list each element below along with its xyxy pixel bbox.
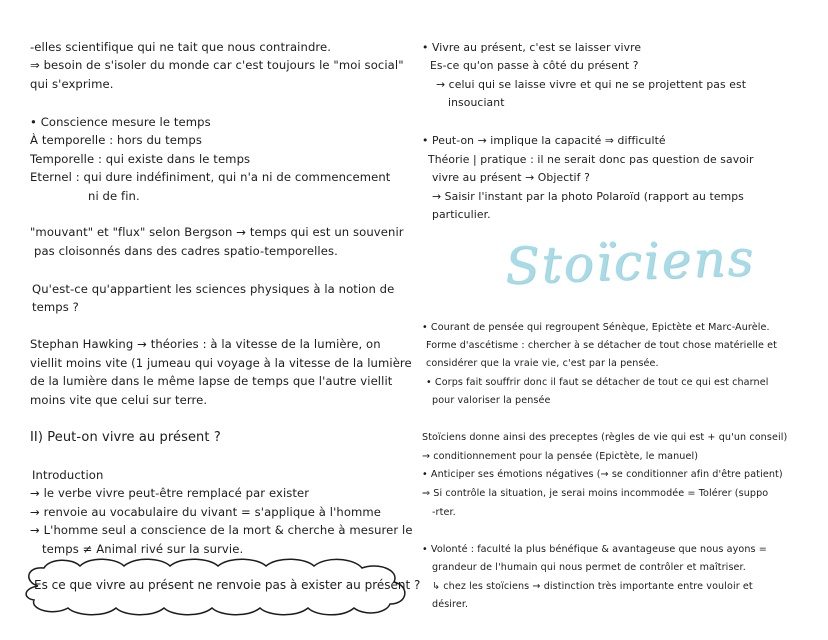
note-line: • Vivre au présent, c'est se laisser vivre (422, 41, 642, 54)
note-line: "mouvant" et "flux" selon Bergson → temps qui est un souvenir (30, 225, 404, 239)
note-line: → conditionnement pour la pensée (Epictète, le manuel) (422, 451, 699, 462)
note-line: pour valoriser la pensée (432, 395, 551, 406)
note-line: • Courant de pensée qui regroupent Sénèque, Epictète et Marc-Aurèle. (422, 322, 770, 333)
note-line: Eternel : qui dure indéfiniment, qui n'a ni de commencement (30, 170, 391, 184)
note-line: temps ≠ Animal rivé sur la survie. (42, 542, 244, 556)
note-line: Es-ce qu'on passe à côté du présent ? (430, 59, 639, 72)
note-line: temps ? (32, 300, 79, 314)
note-line: désirer. (432, 599, 469, 610)
note-line: À temporelle : hors du temps (30, 133, 203, 147)
note-line: • Anticiper ses émotions négatives (→ se conditionner afin d'être patient) (422, 469, 783, 480)
note-line: moins vite que celui sur terre. (30, 393, 208, 407)
note-line: Forme d'ascétisme : chercher à se détacher de tout chose matérielle et (426, 340, 777, 351)
note-line: → le verbe vivre peut-être remplacé par exister (30, 486, 310, 500)
note-line: → Saisir l'instant par la photo Polaroïd (rapport au temps (432, 190, 744, 203)
note-line: Temporelle : qui existe dans le temps (30, 152, 251, 166)
note-line: grandeur de l'humain qui nous permet de contrôler et maîtriser. (432, 562, 746, 573)
note-line: • Corps fait souffrir donc il faut se détacher de tout ce qui est charnel (426, 377, 769, 388)
section-title: II) Peut-on vivre au présent ? (30, 430, 221, 445)
note-line: Qu'est-ce qu'appartient les sciences physiques à la notion de (32, 282, 395, 296)
note-line: Introduction (32, 468, 104, 482)
note-line: qui s'exprime. (30, 77, 114, 91)
note-line: -rter. (432, 507, 456, 518)
note-line: particulier. (432, 208, 491, 221)
note-line: pas cloisonnés dans des cadres spatio-temporelles. (34, 244, 338, 258)
note-line: de la lumière dans le même lapse de temps que l'autre viellit (30, 374, 393, 388)
note-line: ⇒ besoin de s'isoler du monde car c'est toujours le "moi social" (30, 58, 404, 72)
note-line: viellit moins vite (1 jumeau qui voyage à la vitesse de la lumière (30, 356, 412, 370)
cloud-question: Es ce que vivre au présent ne renvoie pas à exister au présent ? (34, 578, 421, 592)
note-line: -elles scientifique qui ne tait que nous contraindre. (30, 40, 332, 54)
note-line: ni de fin. (88, 189, 140, 203)
note-line: • Peut-on → implique la capacité ⇒ difficulté (422, 134, 666, 147)
note-line: • Volonté : faculté la plus bénéfique & avantageuse que nous ayons = (422, 544, 767, 555)
note-line: vivre au présent → Objectif ? (432, 171, 590, 184)
note-line: Stoïciens donne ainsi des preceptes (règles de vie qui est + qu'un conseil) (422, 432, 788, 443)
note-line: ⇒ Si contrôle la situation, je serai moins incommodée = Tolérer (suppo (422, 488, 769, 499)
note-line: insouciant (448, 96, 505, 109)
note-line: → renvoie au vocabulaire du vivant = s'applique à l'homme (30, 505, 382, 519)
note-line: → L'homme seul a conscience de la mort & cherche à mesurer le (30, 523, 413, 537)
stoiciens-title: Stoïciens (504, 228, 756, 296)
note-line: → celui qui se laisse vivre et qui ne se projettent pas est (436, 78, 747, 91)
note-line: considérer que la vraie vie, c'est par la pensée. (426, 358, 659, 369)
note-line: ↳ chez les stoïciens → distinction très importante entre vouloir et (432, 581, 753, 592)
note-line: • Conscience mesure le temps (30, 115, 211, 129)
note-line: Stephan Hawking → théories : à la vitesse de la lumière, on (30, 337, 381, 351)
note-line: Théorie | pratique : il ne serait donc pas question de savoir (428, 153, 754, 166)
